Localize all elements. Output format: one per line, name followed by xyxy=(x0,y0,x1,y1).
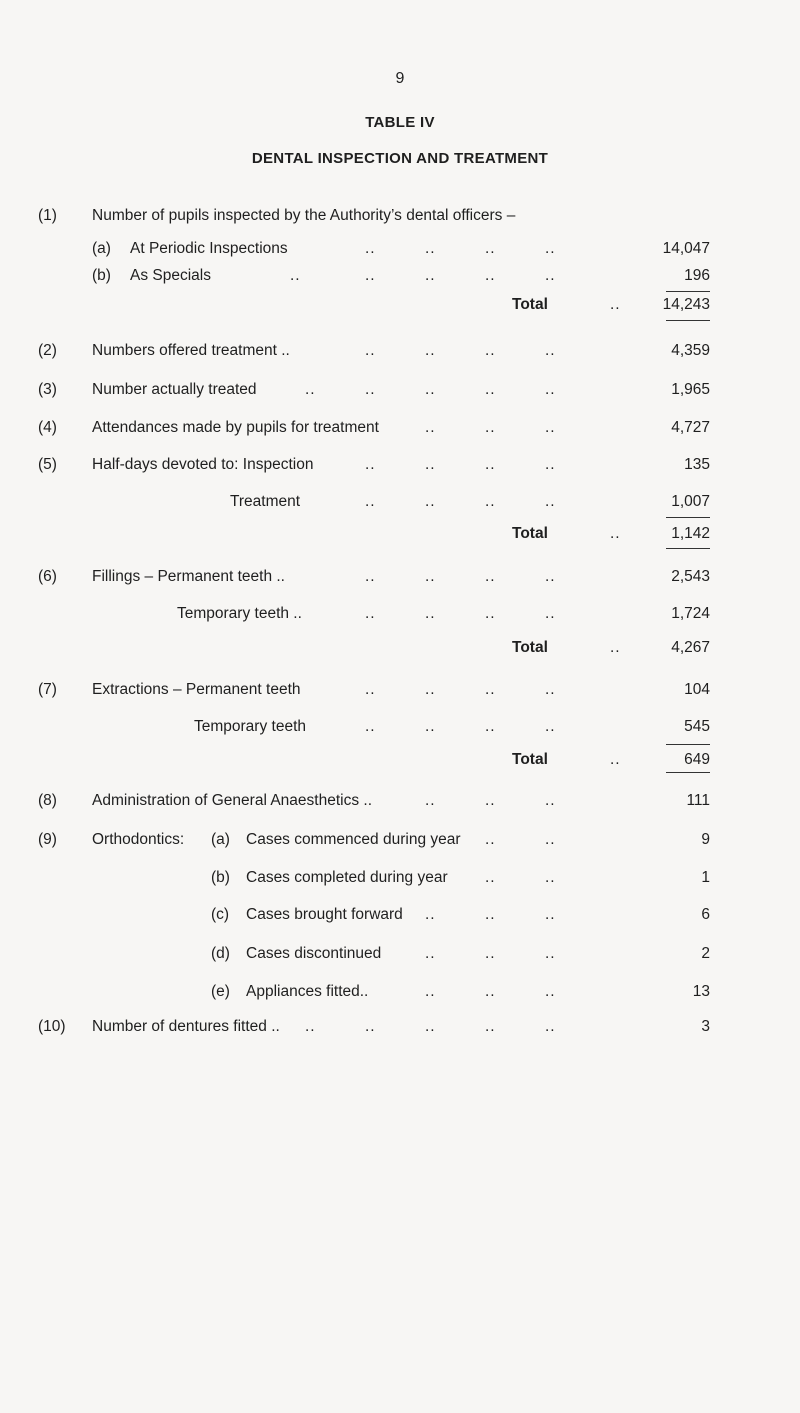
item-number: (2) xyxy=(38,342,57,359)
total-value: 1,142 xyxy=(671,525,710,542)
value: 9 xyxy=(701,831,710,848)
total-value: 4,267 xyxy=(671,639,710,656)
leader-dots: .. xyxy=(290,267,301,284)
leader-dots: .. xyxy=(545,568,556,585)
leader-dots: .. xyxy=(425,381,436,398)
leader-dots: .. xyxy=(545,493,556,510)
value: 1,724 xyxy=(671,605,710,622)
leader-dots: .. xyxy=(485,240,496,257)
leader-dots: .. xyxy=(485,831,496,848)
sub-label: Appliances fitted.. xyxy=(246,983,369,1000)
page-number: 9 xyxy=(395,70,405,87)
value: 14,047 xyxy=(662,240,710,257)
sub-letter: (b) xyxy=(92,267,111,284)
leader-dots: .. xyxy=(485,568,496,585)
leader-dots: .. xyxy=(545,983,556,1000)
leader-dots: .. xyxy=(365,342,376,359)
leader-dots: .. xyxy=(545,240,556,257)
leader-dots: .. xyxy=(425,568,436,585)
sub-letter: (a) xyxy=(92,240,111,257)
leader-dots: .. xyxy=(485,681,496,698)
leader-dots: .. xyxy=(365,493,376,510)
leader-dots: .. xyxy=(425,906,436,923)
item-number: (1) xyxy=(38,207,57,224)
item-label: Half-days devoted to: Inspection xyxy=(92,456,314,473)
value: 1 xyxy=(701,869,710,886)
leader-dots: .. xyxy=(485,1018,496,1035)
leader-dots: .. xyxy=(425,718,436,735)
item-number: (5) xyxy=(38,456,57,473)
sum-rule xyxy=(666,291,710,292)
leader-dots: .. xyxy=(545,681,556,698)
item-number: (6) xyxy=(38,568,57,585)
item-number: (7) xyxy=(38,681,57,698)
leader-dots: .. xyxy=(425,419,436,436)
leader-dots: .. xyxy=(485,419,496,436)
leader-dots: .. xyxy=(485,792,496,809)
leader-dots: .. xyxy=(425,240,436,257)
leader-dots: .. xyxy=(365,381,376,398)
item-number: (8) xyxy=(38,792,57,809)
leader-dots: .. xyxy=(485,342,496,359)
item-label: Number actually treated xyxy=(92,381,257,398)
sum-rule xyxy=(666,517,710,518)
leader-dots: .. xyxy=(545,792,556,809)
sub-label: Temporary teeth .. xyxy=(177,605,302,622)
leader-dots: .. xyxy=(485,983,496,1000)
leader-dots: .. xyxy=(305,381,316,398)
item-number: (9) xyxy=(38,831,57,848)
leader-dots: .. xyxy=(425,681,436,698)
total-rule xyxy=(666,320,710,321)
value: 6 xyxy=(701,906,710,923)
leader-dots: .. xyxy=(305,1018,316,1035)
sub-letter: (d) xyxy=(211,945,230,962)
leader-dots: .. xyxy=(545,381,556,398)
sub-letter: (b) xyxy=(211,869,230,886)
leader-dots: .. xyxy=(610,751,621,768)
sub-letter: (e) xyxy=(211,983,230,1000)
value: 2,543 xyxy=(671,568,710,585)
leader-dots: .. xyxy=(485,869,496,886)
leader-dots: .. xyxy=(425,983,436,1000)
total-value: 14,243 xyxy=(662,296,710,313)
leader-dots: .. xyxy=(485,945,496,962)
leader-dots: .. xyxy=(485,381,496,398)
leader-dots: .. xyxy=(545,342,556,359)
leader-dots: .. xyxy=(485,493,496,510)
sub-label: Cases brought forward xyxy=(246,906,403,923)
value: 111 xyxy=(686,792,710,809)
leader-dots: .. xyxy=(365,456,376,473)
leader-dots: .. xyxy=(425,945,436,962)
value: 3 xyxy=(701,1018,710,1035)
sub-label: Cases completed during year xyxy=(246,869,448,886)
leader-dots: .. xyxy=(365,267,376,284)
leader-dots: .. xyxy=(485,906,496,923)
total-label: Total xyxy=(512,296,548,313)
leader-dots: .. xyxy=(365,568,376,585)
sub-label: Cases discontinued xyxy=(246,945,382,962)
total-rule xyxy=(666,548,710,549)
leader-dots: .. xyxy=(545,456,556,473)
leader-dots: .. xyxy=(485,456,496,473)
leader-dots: .. xyxy=(545,718,556,735)
item-label: Number of pupils inspected by the Authority’s dental officers – xyxy=(92,207,516,224)
value: 4,727 xyxy=(671,419,710,436)
value: 4,359 xyxy=(671,342,710,359)
sub-label: At Periodic Inspections xyxy=(130,240,288,257)
item-number: (4) xyxy=(38,419,57,436)
value: 104 xyxy=(684,681,710,698)
leader-dots: .. xyxy=(485,605,496,622)
leader-dots: .. xyxy=(545,419,556,436)
value: 2 xyxy=(701,945,710,962)
sub-letter: (c) xyxy=(211,906,230,923)
leader-dots: .. xyxy=(425,342,436,359)
leader-dots: .. xyxy=(485,718,496,735)
leader-dots: .. xyxy=(610,639,621,656)
leader-dots: .. xyxy=(425,493,436,510)
item-label: Orthodontics: xyxy=(92,831,185,848)
leader-dots: .. xyxy=(365,240,376,257)
sub-label: Treatment xyxy=(230,493,301,510)
item-label: Numbers offered treatment .. xyxy=(92,342,290,359)
sub-label: Cases commenced during year xyxy=(246,831,461,848)
sum-rule xyxy=(666,744,710,745)
leader-dots: .. xyxy=(365,605,376,622)
item-label: Number of dentures fitted .. xyxy=(92,1018,280,1035)
total-label: Total xyxy=(512,525,548,542)
leader-dots: .. xyxy=(425,456,436,473)
leader-dots: .. xyxy=(545,605,556,622)
sub-letter: (a) xyxy=(211,831,230,848)
item-label: Extractions – Permanent teeth xyxy=(92,681,301,698)
total-rule xyxy=(666,772,710,773)
leader-dots: .. xyxy=(425,605,436,622)
leader-dots: .. xyxy=(365,681,376,698)
value: 1,007 xyxy=(671,493,710,510)
item-label: Administration of General Anaesthetics .. xyxy=(92,792,373,809)
item-number: (3) xyxy=(38,381,57,398)
leader-dots: .. xyxy=(545,945,556,962)
leader-dots: .. xyxy=(545,869,556,886)
value: 1,965 xyxy=(671,381,710,398)
leader-dots: .. xyxy=(545,906,556,923)
value: 545 xyxy=(684,718,710,735)
total-value: 649 xyxy=(684,751,710,768)
value: 196 xyxy=(684,267,710,284)
leader-dots: .. xyxy=(545,267,556,284)
leader-dots: .. xyxy=(545,1018,556,1035)
leader-dots: .. xyxy=(425,1018,436,1035)
leader-dots: .. xyxy=(610,525,621,542)
sub-label: Temporary teeth xyxy=(194,718,306,735)
total-label: Total xyxy=(512,639,548,656)
total-label: Total xyxy=(512,751,548,768)
leader-dots: .. xyxy=(365,1018,376,1035)
table-title: TABLE IV xyxy=(365,114,435,131)
item-number: (10) xyxy=(38,1018,66,1035)
table-subtitle: DENTAL INSPECTION AND TREATMENT xyxy=(251,150,549,167)
value: 135 xyxy=(684,456,710,473)
sub-label: As Specials xyxy=(130,267,211,284)
item-label: Attendances made by pupils for treatment xyxy=(92,419,379,436)
leader-dots: .. xyxy=(425,792,436,809)
leader-dots: .. xyxy=(485,267,496,284)
leader-dots: .. xyxy=(425,267,436,284)
leader-dots: .. xyxy=(545,831,556,848)
leader-dots: .. xyxy=(610,296,621,313)
value: 13 xyxy=(692,983,710,1000)
leader-dots: .. xyxy=(365,718,376,735)
item-label: Fillings – Permanent teeth .. xyxy=(92,568,285,585)
